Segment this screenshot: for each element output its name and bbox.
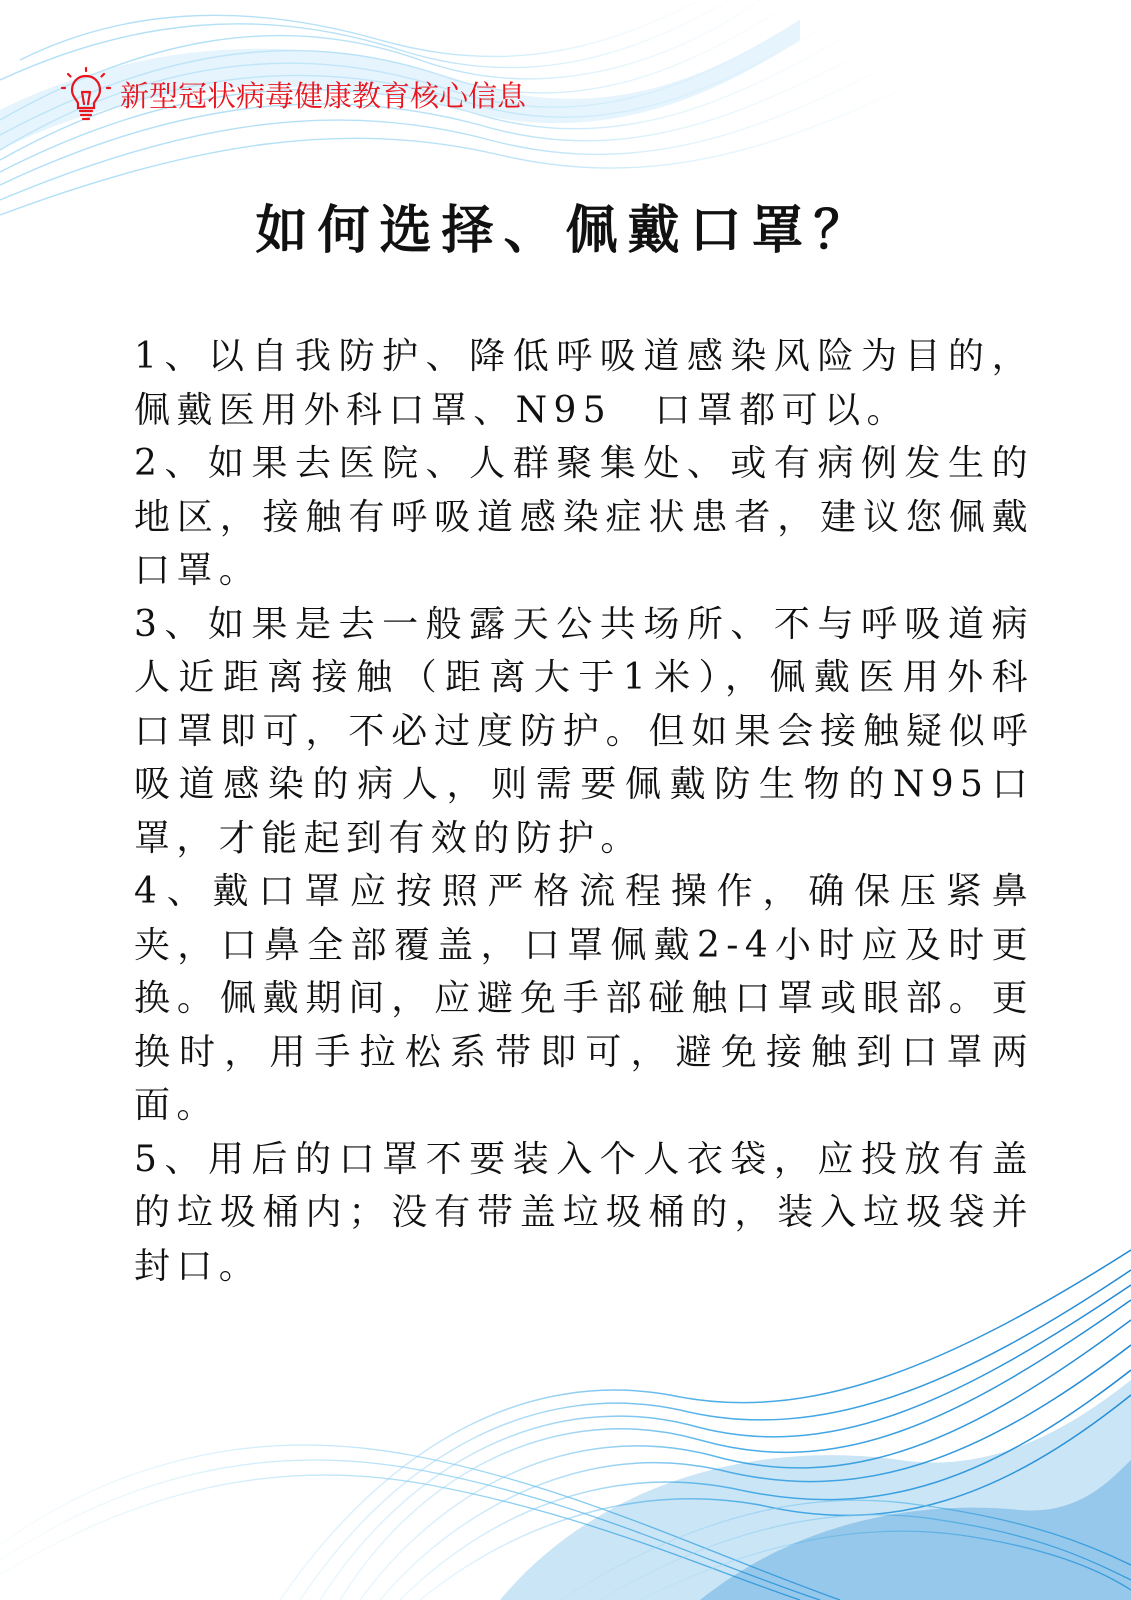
page-title: 如何选择、佩戴口罩？ xyxy=(255,201,876,261)
paragraph-1: 1、以自我防护、降低呼吸道感染风险为目的，佩戴医用外科口罩、N95 口罩都可以。 xyxy=(134,336,1034,431)
lightbulb-icon xyxy=(60,66,112,122)
paragraph-5: 5、用后的口罩不要装入个人衣袋，应投放有盖的垃圾桶内；没有带盖垃圾桶的，装入垃圾袋并封口。 xyxy=(134,1138,1034,1287)
article-body xyxy=(134,330,1034,1293)
paragraph-3: 3、如果是去一般露天公共场所、不与呼吸道病人近距离接触（距离大于1米），佩戴医用外科口罩即可，不必过度防护。但如果会接触疑似呼吸道感染的病人，则需要佩戴防生物的N95口罩，才能起到有效的防护。 xyxy=(134,603,1034,859)
paragraph-4: 4、戴口罩应按照严格流程操作，确保压紧鼻夹，口鼻全部覆盖，口罩佩戴2-4小时应及时更换。佩戴期间，应避免手部碰触口罩或眼部。更换时，用手拉松系带即可，避免接触到口罩两面。 xyxy=(134,871,1034,1126)
page-header xyxy=(60,66,526,122)
paragraph-2: 2、如果去医院、人群聚集处、或有病例发生的地区，接触有呼吸道感染症状患者，建议您佩戴口罩。 xyxy=(134,443,1034,591)
header-title: 新型冠状病毒健康教育核心信息 xyxy=(120,78,527,113)
